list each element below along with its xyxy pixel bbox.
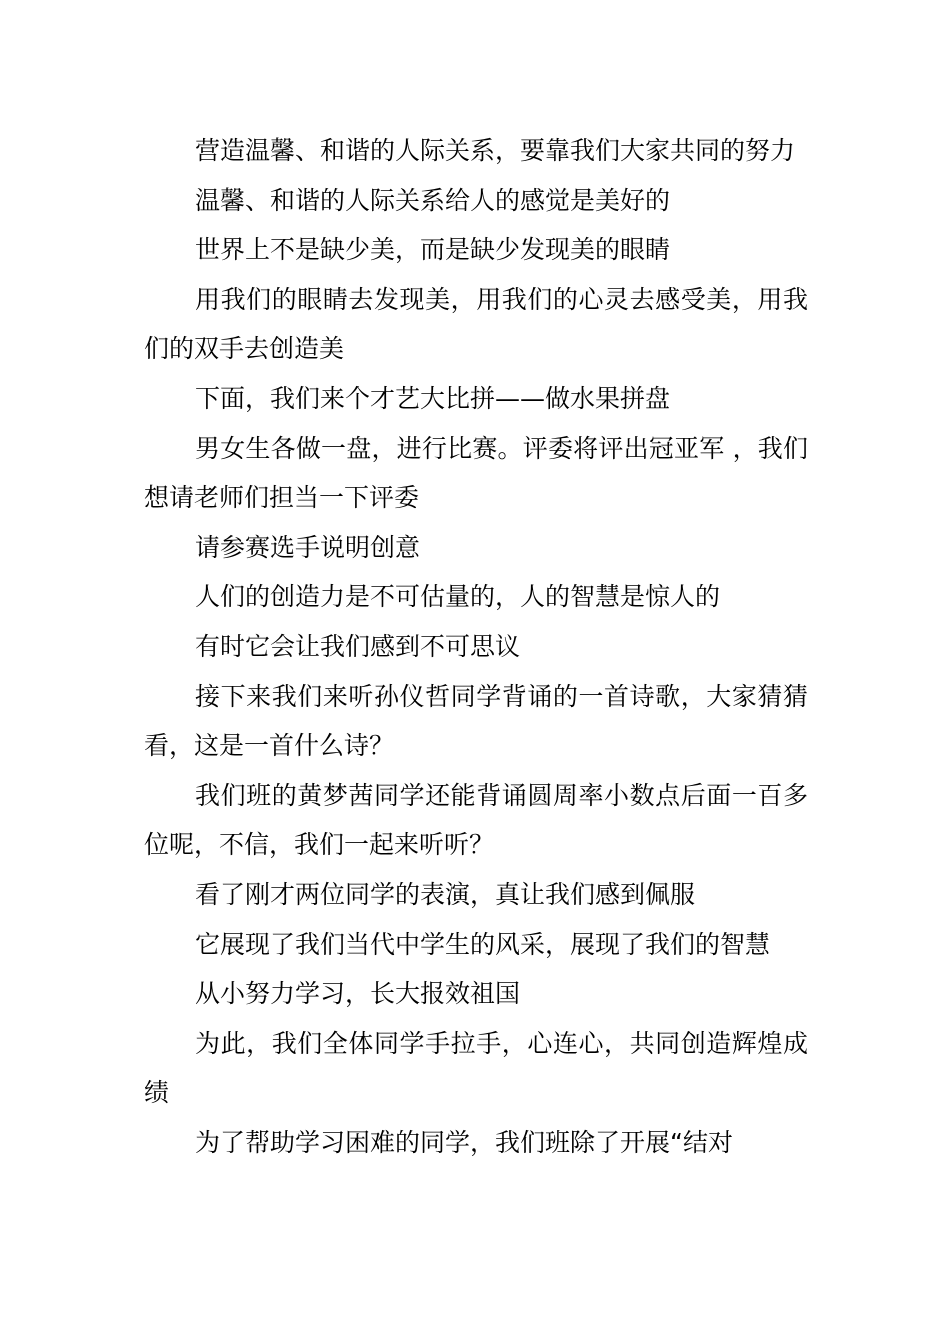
paragraph: 请参赛选手说明创意 <box>195 532 421 562</box>
paragraph: 看了刚才两位同学的表演，真让我们感到佩服 <box>195 879 696 909</box>
paragraph: 世界上不是缺少美，而是缺少发现美的眼睛 <box>195 235 671 265</box>
paragraph: 人们的创造力是不可估量的，人的智慧是惊人的 <box>195 582 721 612</box>
document-body <box>144 126 808 1167</box>
paragraph: 营造温馨、和谐的人际关系，要靠我们大家共同的努力 <box>195 136 796 165</box>
paragraph: 从小努力学习，长大报效祖国 <box>195 979 521 1009</box>
paragraph: 下面，我们来个才艺大比拼——做水果拼盘 <box>195 383 671 413</box>
paragraph: 用我们的眼睛去发现美，用我们的心灵去感受美，用我们的双手去创造美 <box>144 284 808 364</box>
paragraph: 我们班的黄梦茜同学还能背诵圆周率小数点后面一百多位呢，不信，我们一起来听听？ <box>144 780 808 860</box>
paragraph: 男女生各做一盘，进行比赛。评委将评出冠亚军 ，我们想请老师们担当一下评委 <box>144 433 808 513</box>
paragraph: 为此，我们全体同学手拉手，心连心，共同创造辉煌成绩 <box>144 1028 808 1108</box>
paragraph: 为了帮助学习困难的同学，我们班除了开展“结对 <box>195 1127 733 1157</box>
paragraph: 接下来我们来听孙仪哲同学背诵的一首诗歌，大家猜猜看，这是一首什么诗？ <box>144 681 808 761</box>
paragraph: 温馨、和谐的人际关系给人的感觉是美好的 <box>195 185 671 215</box>
paragraph: 有时它会让我们感到不可思议 <box>195 631 521 661</box>
paragraph: 它展现了我们当代中学生的风采，展现了我们的智慧 <box>195 929 771 959</box>
